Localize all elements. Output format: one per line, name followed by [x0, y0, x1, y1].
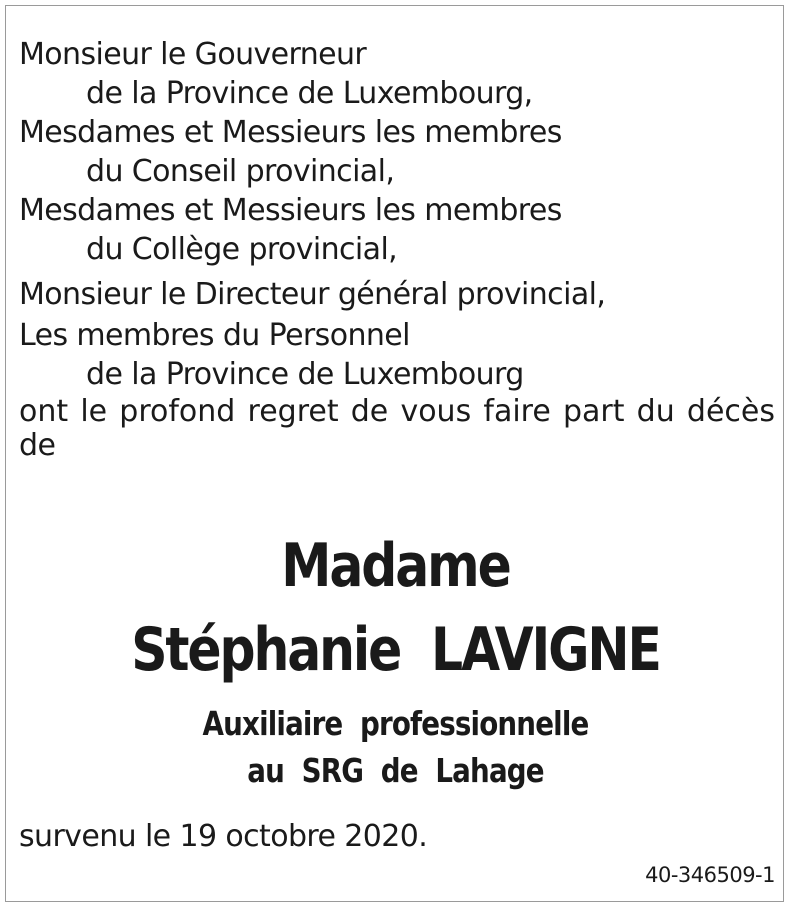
staff-line: Les membres du Personnel [19, 318, 410, 353]
council-line: Mesdames et Messieurs les membres [19, 115, 562, 150]
reference-number: 40-346509-1 [645, 863, 775, 887]
announcement-line-continued: de [19, 428, 56, 463]
governor-line-continued: de la Province de Luxembourg, [86, 76, 533, 111]
notice-intro [19, 34, 775, 467]
college-line-continued: du Collège provincial, [86, 232, 398, 267]
director-line: Monsieur le Directeur général provincial, [19, 277, 606, 312]
announcement-line: ont le profond regret de vous faire part du décès [19, 394, 775, 429]
deceased-workplace: au SRG de Lahage [247, 751, 544, 790]
deceased-name: Stéphanie LAVIGNE [131, 615, 660, 685]
deceased-honorific: Madame [281, 531, 510, 601]
council-line-continued: du Conseil provincial, [86, 154, 395, 189]
deceased-role: Auxiliaire professionnelle [202, 704, 589, 743]
staff-line-continued: de la Province de Luxembourg [86, 357, 524, 392]
college-line: Mesdames et Messieurs les membres [19, 193, 562, 228]
governor-line: Monsieur le Gouverneur [19, 37, 367, 72]
death-date: survenu le 19 octobre 2020. [19, 819, 428, 854]
